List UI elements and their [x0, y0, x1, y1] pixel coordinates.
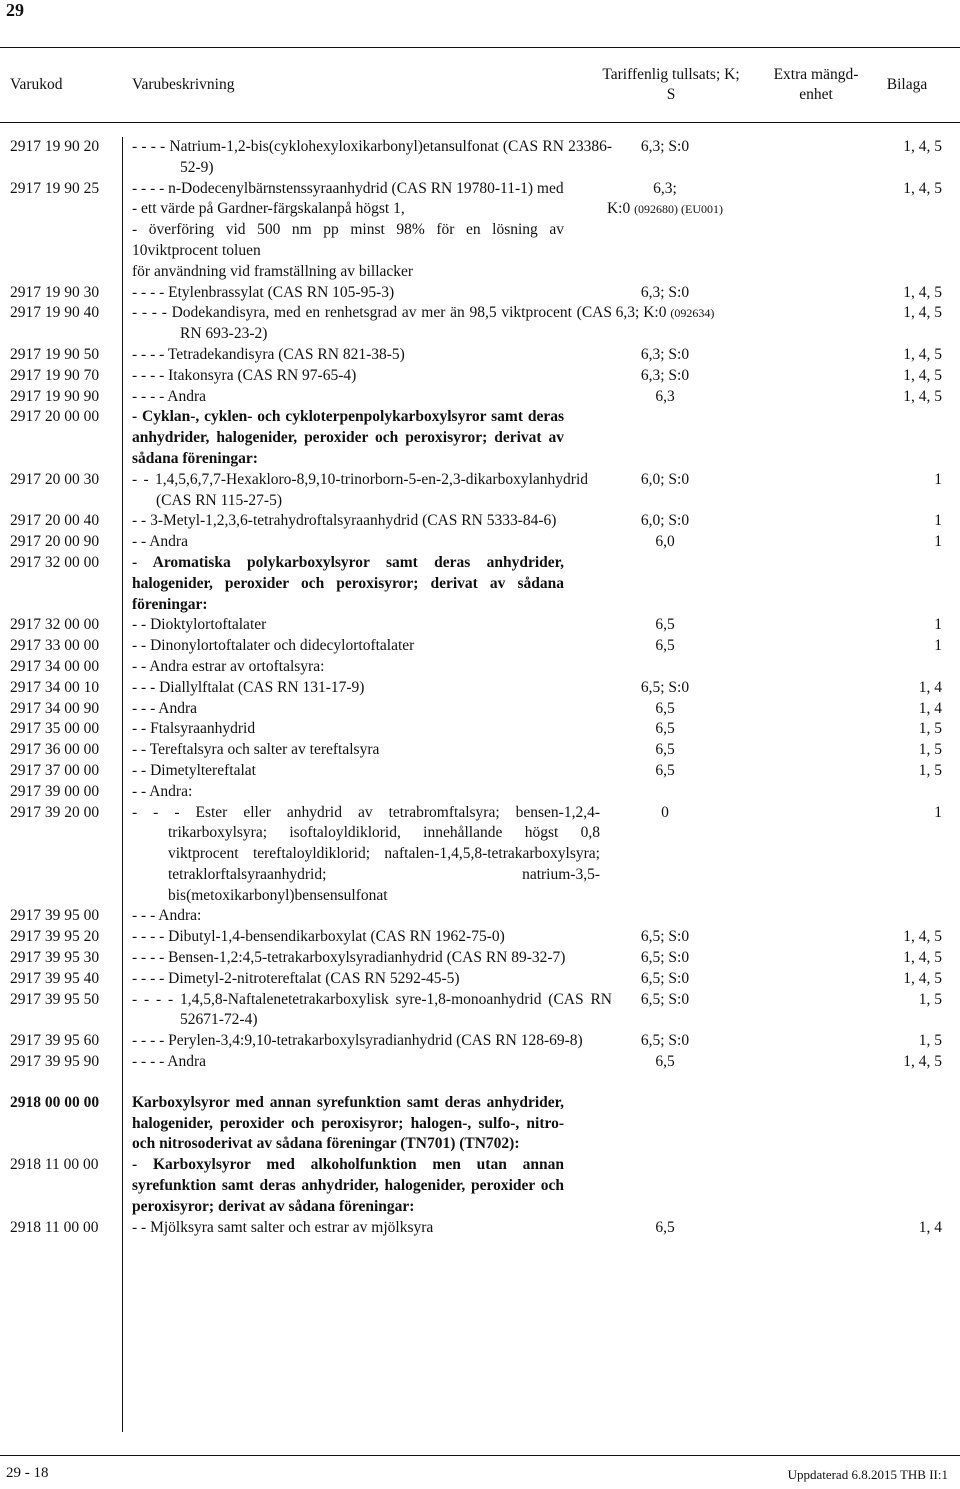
varubeskrivning-cell: - - Ftalsyraanhydrid [132, 720, 256, 738]
varukod-cell: 2917 39 20 00 [10, 803, 100, 821]
bilaga-cell: 1 [934, 803, 942, 821]
tullsats-cell [600, 532, 730, 553]
header-varukod: Varukod [10, 76, 63, 93]
tullsats-cell [600, 761, 730, 782]
tullsats-value: 6,0; S:0 [640, 470, 690, 488]
varukod-cell: 2917 39 95 40 [10, 969, 100, 987]
section-gap [0, 1073, 960, 1093]
table-row [0, 303, 960, 345]
varubeskrivning-cell: - - - - Itakonsyra (CAS RN 97-65-4) [132, 366, 357, 384]
table-row [0, 678, 960, 699]
varukod-cell: 2917 19 90 70 [10, 366, 100, 384]
table-row [0, 615, 960, 636]
varubeskrivning-cell: - - 3-Metyl-1,2,3,6-tetrahydroftalsyraanhydrid (CAS RN 5333-84-6) [132, 512, 557, 530]
tullsats-value: 6,5 [655, 761, 675, 779]
tullsats-cell [600, 1218, 730, 1239]
table-row [0, 1218, 960, 1239]
tullsats-value: 6,3; S:0 [640, 345, 690, 363]
tullsats-value: 6,5; S:0 [640, 928, 690, 946]
tullsats-value: 6,5; S:0 [640, 678, 690, 696]
varukod-cell: 2917 34 00 00 [10, 657, 100, 675]
table-row [0, 366, 960, 387]
varubeskrivning-cell: - - - - Andra [132, 1053, 207, 1071]
tullsats-value: 6,5 [655, 637, 675, 655]
tullsats-note: (092634) [670, 306, 715, 321]
varubeskrivning-cell: - - - Andra: [132, 907, 202, 925]
bilaga-cell: 1, 4 [918, 1218, 942, 1236]
tullsats-value: 0 [661, 803, 669, 821]
varubeskrivning-cell: - - - - Andra [132, 387, 207, 405]
varukod-cell: 2917 34 00 90 [10, 699, 100, 717]
footer-page-ref: 29 - 18 [6, 1465, 49, 1481]
varubeskrivning-cell: - - - - Perylen-3,4:9,10-tetrakarboxylsyradianhydrid (CAS RN 128-69-8) [132, 1032, 583, 1050]
bilaga-cell: 1, 4, 5 [903, 949, 942, 967]
varukod-cell: 2917 34 00 10 [10, 678, 100, 696]
varukod-cell: 2917 20 00 00 [10, 408, 100, 426]
varubeskrivning-cell: - - - - Etylenbrassylat (CAS RN 105-95-3) [132, 283, 395, 301]
table-row [0, 387, 960, 408]
tullsats-value: 6,5 [655, 1218, 675, 1236]
varubeskrivning-cell: - - Dioktylortoftalater [132, 616, 267, 634]
varukod-cell: 2917 20 00 90 [10, 533, 100, 551]
bilaga-cell: 1, 4, 5 [903, 928, 942, 946]
varukod-cell: 2917 39 95 20 [10, 928, 100, 946]
bilaga-cell: 1, 5 [918, 741, 942, 759]
header-extra-mangdenhet: Extra mängd-enhet [773, 66, 859, 103]
varukod-cell: 2917 32 00 00 [10, 553, 100, 571]
tullsats-value: K:0 [606, 200, 631, 218]
varubeskrivning-cell: - - - Diallylftalat (CAS RN 131-17-9) [132, 678, 365, 696]
bilaga-cell: 1, 5 [918, 990, 942, 1008]
tullsats-cell [600, 699, 730, 720]
varukod-cell: 2917 19 90 90 [10, 387, 100, 405]
table-row [0, 262, 960, 283]
tullsats-cell [600, 366, 730, 387]
tullsats-cell [600, 470, 730, 491]
varubeskrivning-cell: - - - - Dodekandisyra, med en renhetsgrad av mer än 98,5 viktprocent (CAS RN 693-23-2) [132, 304, 612, 343]
table-row [0, 636, 960, 657]
bilaga-cell: 1, 4, 5 [903, 283, 942, 301]
tullsats-value: 6,5 [655, 741, 675, 759]
tullsats-value: 6,5; S:0 [640, 990, 690, 1008]
varukod-cell: 2917 19 90 25 [10, 179, 100, 197]
tullsats-cell [600, 179, 730, 200]
varukod-cell: 2917 39 95 60 [10, 1032, 100, 1050]
footer-rule [0, 1455, 960, 1456]
tullsats-cell [600, 948, 730, 969]
table-row [0, 407, 960, 469]
table-row [0, 969, 960, 990]
table-row [0, 199, 960, 220]
varukod-cell: 2918 11 00 00 [10, 1218, 99, 1236]
table-row [0, 948, 960, 969]
tullsats-note: (092680) (EU001) [634, 202, 724, 217]
tullsats-value: 6,3; K:0 [615, 304, 667, 322]
varukod-cell: 2917 39 95 30 [10, 949, 100, 967]
table-row [0, 657, 960, 678]
bilaga-cell: 1, 4, 5 [903, 969, 942, 987]
tullsats-cell [600, 1031, 730, 1052]
varubeskrivning-cell: - - - - Dibutyl-1,4-bensendikarboxylat (CAS RN 1962-75-0) [132, 928, 505, 946]
bilaga-cell: 1 [934, 512, 942, 530]
tullsats-cell [600, 740, 730, 761]
bilaga-cell: 1, 4, 5 [903, 304, 942, 322]
bilaga-cell: 1 [934, 533, 942, 551]
varubeskrivning-cell: - - - - Bensen-1,2:4,5-tetrakarboxylsyradianhydrid (CAS RN 89-32-7) [132, 949, 566, 967]
table-row [0, 1093, 960, 1155]
header-tullsats: Tariffenlig tullsats; K; S [602, 66, 740, 103]
bilaga-cell: 1, 4 [918, 678, 942, 696]
tullsats-value: 6,5 [655, 699, 675, 717]
table-header [0, 55, 960, 115]
varubeskrivning-cell: - Aromatiska polykarboxylsyror samt deras anhydrider, halogenider, peroxider och peroxisyror; derivat av sådana föreningar: [132, 553, 564, 613]
tullsats-cell [600, 719, 730, 740]
table-row [0, 1052, 960, 1073]
varubeskrivning-cell: - - Tereftalsyra och salter av tereftalsyra [132, 741, 380, 759]
tullsats-cell [600, 636, 730, 657]
tullsats-value: 6,3; S:0 [640, 283, 690, 301]
tullsats-cell [600, 199, 730, 220]
table-row [0, 137, 960, 179]
bilaga-cell: 1, 4, 5 [903, 366, 942, 384]
table-row [0, 990, 960, 1032]
bilaga-cell: 1, 4, 5 [903, 138, 942, 155]
table-row [0, 803, 960, 907]
table-row [0, 511, 960, 532]
bilaga-cell: 1, 5 [918, 1032, 942, 1050]
bilaga-cell: 1 [934, 637, 942, 655]
bilaga-cell: 1 [934, 616, 942, 634]
table-row [0, 740, 960, 761]
bilaga-cell: 1, 5 [918, 720, 942, 738]
varubeskrivning-cell: - - - Andra [132, 699, 197, 717]
varubeskrivning-cell: - - Andra: [132, 782, 193, 800]
tullsats-value: 6,5 [655, 616, 675, 634]
tariff-table-body [0, 137, 960, 1238]
varukod-cell: 2917 39 95 50 [10, 990, 100, 1008]
varukod-cell: 2917 19 90 20 [10, 138, 100, 155]
tullsats-value: 6,5 [655, 720, 675, 738]
varubeskrivning-cell: - Cyklan-, cyklen- och cykloterpenpolykarboxylsyror samt deras anhydrider, halogenider, peroxider och peroxisyror; derivat av sådana föreningar: [132, 408, 564, 467]
bilaga-cell: 1, 4, 5 [903, 179, 942, 197]
tullsats-value: 6,3; S:0 [640, 138, 690, 155]
varukod-cell: 2918 00 00 00 [10, 1093, 100, 1111]
varukod-cell: 2917 19 90 50 [10, 345, 100, 363]
varukod-cell: 2917 39 00 00 [10, 782, 100, 800]
varukod-cell: 2918 11 00 00 [10, 1156, 99, 1174]
header-bilaga: Bilaga [886, 76, 928, 93]
table-row [0, 927, 960, 948]
tullsats-cell [600, 387, 730, 408]
table-row [0, 470, 960, 512]
page-number: 29 [6, 0, 24, 20]
varubeskrivning-cell: - ett värde på Gardner-färgskalanpå högst 1, [132, 200, 405, 218]
varubeskrivning-cell: - - - - Natrium-1,2-bis(cyklohexyloxikarbonyl)etansulfonat (CAS RN 23386-52-9) [132, 138, 612, 176]
table-row [0, 1031, 960, 1052]
table-row [0, 553, 960, 615]
table-row [0, 179, 960, 200]
bilaga-cell: 1, 5 [918, 761, 942, 779]
table-row [0, 699, 960, 720]
varukod-cell: 2917 39 95 90 [10, 1053, 100, 1071]
tullsats-cell [600, 990, 730, 1011]
tullsats-cell [600, 803, 730, 824]
footer-updated: Uppdaterad 6.8.2015 THB II:1 [787, 1467, 948, 1482]
header-rule [0, 122, 960, 123]
tullsats-cell [600, 927, 730, 948]
header-varubeskrivning: Varubeskrivning [132, 76, 235, 93]
varubeskrivning-cell: - - Andra [132, 533, 188, 551]
tullsats-cell [600, 969, 730, 990]
tullsats-cell [600, 283, 730, 304]
table-row [0, 719, 960, 740]
tullsats-value: 6,5 [655, 1053, 675, 1071]
varukod-cell: 2917 36 00 00 [10, 741, 100, 759]
varubeskrivning-cell: Karboxylsyror med annan syrefunktion samt deras anhydrider, halogenider, peroxider och peroxisyror; halogen-, sulfo-, nitro- och nitrosoderivat av sådana föreningar (TN701) (TN702): [132, 1093, 564, 1153]
tullsats-value: 6,3; S:0 [640, 366, 690, 384]
varubeskrivning-cell: - - Dinonylortoftalater och didecylortoftalater [132, 637, 415, 655]
varubeskrivning-cell: - Karboxylsyror med alkoholfunktion men utan annan syrefunktion samt deras anhydrider, halogenider, peroxider och peroxisyror; derivat av sådana föreningar: [132, 1156, 564, 1215]
varubeskrivning-cell: för användning vid framställning av billacker [132, 262, 414, 280]
varubeskrivning-cell: - - - Ester eller anhydrid av tetrabromftalsyra; bensen-1,2,4-trikarboxylsyra; isoftaloyldiklorid, innehållande högst 0,8 viktprocent tereftaloyldiklorid; naftalen-1,4,5,8-tetrakarboxylsyra; tetraklorftalsyraanhydrid; natrium-3,5-bis(metoxikarbonyl)bensensulfonat [132, 803, 600, 904]
tullsats-value: 6,3 [655, 387, 675, 405]
varubeskrivning-cell: - - Andra estrar av ortoftalsyra: [132, 657, 325, 675]
bilaga-cell: 1, 4, 5 [903, 387, 942, 405]
varukod-cell: 2917 20 00 40 [10, 512, 100, 530]
bilaga-cell: 1 [934, 470, 942, 488]
tullsats-value: 6,5; S:0 [640, 969, 690, 987]
tullsats-cell [600, 345, 730, 366]
tullsats-cell [600, 303, 730, 324]
tullsats-cell [600, 615, 730, 636]
tullsats-value: 6,5; S:0 [640, 949, 690, 967]
tullsats-cell [600, 137, 730, 158]
tullsats-value: 6,0; S:0 [640, 512, 690, 530]
varubeskrivning-cell: - - - - 1,4,5,8-Naftalenetetrakarboxylisk syre-1,8-monoanhydrid (CAS RN 52671-72-4) [132, 990, 612, 1029]
bilaga-cell: 1, 4, 5 [903, 1053, 942, 1071]
varukod-cell: 2917 39 95 00 [10, 907, 100, 925]
varubeskrivning-cell: - överföring vid 500 nm pp minst 98% för en lösning av 10viktprocent toluen [132, 221, 564, 259]
varubeskrivning-cell: - - Mjölksyra samt salter och estrar av mjölksyra [132, 1218, 434, 1236]
varubeskrivning-cell: - - Dimetyltereftalat [132, 761, 256, 779]
varukod-cell: 2917 20 00 30 [10, 470, 100, 488]
table-row [0, 532, 960, 553]
table-row [0, 220, 960, 262]
varubeskrivning-cell: - - - - n-Dodecenylbärnstenssyraanhydrid (CAS RN 19780-11-1) med [132, 179, 564, 197]
varukod-cell: 2917 19 90 30 [10, 283, 100, 301]
varukod-cell: 2917 32 00 00 [10, 616, 100, 634]
table-row [0, 1155, 960, 1217]
tullsats-value: 6,3; [653, 179, 677, 197]
bilaga-cell: 1, 4, 5 [903, 345, 942, 363]
table-row [0, 283, 960, 304]
table-row [0, 906, 960, 927]
table-row [0, 761, 960, 782]
tullsats-cell [600, 511, 730, 532]
varubeskrivning-cell: - - - - Tetradekandisyra (CAS RN 821-38-5) [132, 345, 405, 363]
bilaga-cell: 1, 4 [918, 699, 942, 717]
varukod-cell: 2917 33 00 00 [10, 637, 100, 655]
varubeskrivning-cell: - - - - Dimetyl-2-nitrotereftalat (CAS RN 5292-45-5) [132, 969, 460, 987]
varukod-cell: 2917 19 90 40 [10, 304, 100, 322]
tullsats-cell [600, 1052, 730, 1073]
varukod-cell: 2917 35 00 00 [10, 720, 100, 738]
tullsats-value: 6,5; S:0 [640, 1032, 690, 1050]
varubeskrivning-cell: - - 1,4,5,6,7,7-Hexakloro-8,9,10-trinorborn-5-en-2,3-dikarboxylanhydrid (CAS RN 115-27-5) [132, 470, 588, 509]
table-row [0, 782, 960, 803]
varukod-cell: 2917 37 00 00 [10, 761, 100, 779]
tullsats-value: 6,0 [655, 533, 675, 551]
top-rule [0, 47, 960, 48]
tullsats-cell [600, 678, 730, 699]
table-row [0, 345, 960, 366]
